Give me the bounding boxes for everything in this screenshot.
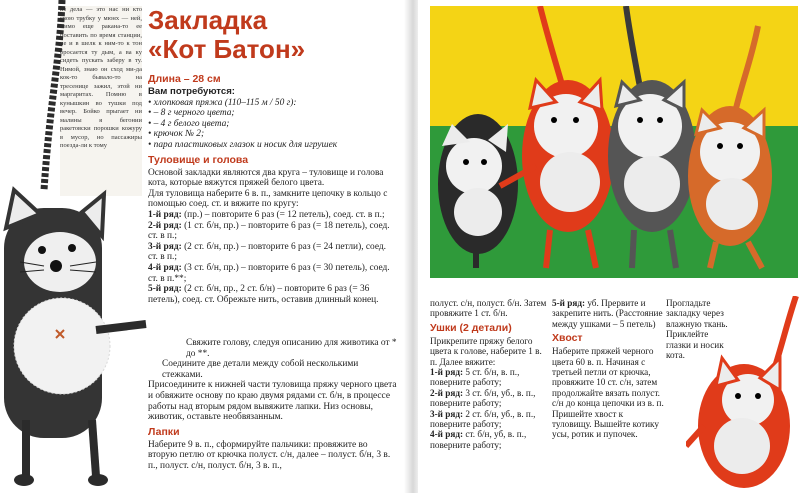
right-page [418, 0, 800, 493]
bookmark-photo [0, 0, 148, 493]
row-text: (2 ст. б/н, пр., 2 ст. б/н) – повторите 6 раз (= 36 петель), соед. ст. Обрежьте нить, оставив длинный конец. [148, 284, 379, 305]
materials-item: • крючок № 2; [148, 129, 398, 140]
row-text: (3 ст. б/н, пр.) – повторите 6 раз (= 30 петель), соед. ст. в п.**; [148, 262, 390, 284]
body-row [148, 242, 398, 263]
orange-bookmark-photo [686, 296, 800, 493]
ears-row [430, 388, 548, 409]
row-label: 1-й ряд: [148, 209, 182, 220]
materials-list [148, 98, 398, 151]
body-row [148, 263, 398, 284]
row-label: 4-й ряд: [148, 262, 182, 273]
materials-item: • пара пластиковых глазок и носик для игрушек [148, 140, 398, 151]
ears-row-5 [552, 298, 664, 329]
body-row [148, 210, 398, 221]
row-text: (2 ст. б/н, пр.) – повторите 6 раз (= 24 петли), соед. ст. в п.; [148, 241, 387, 263]
row-label: 3-й ряд: [148, 241, 182, 252]
ears-row [430, 409, 548, 430]
row-label: 5-й ряд: [552, 298, 586, 308]
body-row [148, 221, 398, 242]
materials-item: • – 8 г черного цвета; [148, 108, 398, 119]
tail-text: Наберите пряжей черного цвета 60 в. п. Начиная с третьей петли от крючка, провяжите 10 ст. с/н, затем продолжайте вязать полуст. с/н до конца цепочки из в. п. Пришейте хвост к туловищу. Вышейте котику усы, ротик и пупочек. [552, 346, 664, 440]
row-text: 3 ст. б/н, уб., в. п., поверните работу; [430, 387, 536, 409]
paws-heading: Лапки [148, 425, 180, 438]
ears-heading: Ушки (2 детали) [430, 321, 512, 334]
row-text: (1 ст. б/н, пр.) – повторите 6 раз (= 18 петель), соед. ст. в п.; [148, 220, 390, 242]
face-step-1: Свяжите голову, следуя описанию для животика от * до **. [186, 338, 397, 359]
row-label: 4-й ряд: [430, 429, 464, 440]
tail-column [552, 298, 664, 440]
body-row [148, 284, 398, 305]
ears-row [430, 429, 548, 450]
body-intro: Основой закладки являются два круга – туловище и голова кота, которые вяжутся пряжей белого цвета. [148, 167, 384, 189]
row-text: уб. Прервите и закрепите нить. (Расстояние между ушками – 5 петель) [552, 298, 663, 329]
face-section [148, 338, 398, 472]
row-label: 1-й ряд: [430, 367, 464, 378]
face-step-2: Соедините две детали между собой несколькими стежками. [162, 359, 359, 380]
paws-text: Наберите 9 в. п., сформируйте пальчики: провяжите во вторую петлю от крючка полуст. с/н, далее – полуст. б/н, 3 в. п., полуст. с/н, полуст. б/н, 3 в. п., [148, 439, 391, 471]
ears-column [430, 298, 548, 450]
ears-row [430, 367, 548, 388]
row-text: (пр.) – повторите 6 раз (= 12 петель), соед. ст. в п.; [184, 209, 385, 220]
materials-heading: Вам потребуются: [148, 86, 235, 97]
row-label: 2-й ряд: [430, 387, 464, 398]
row-text: ст. б/н, уб, в. п., поверните работу; [430, 429, 527, 450]
row-label: 3-й ряд: [430, 408, 464, 419]
body-heading: Туловище и голова [148, 153, 249, 166]
join-text: Присоедините к нижней части туловища пряжу черного цвета и обвяжите основу по краю двумя рядами ст. б/н, в процессе работы над вторым рядом вывяжите лапки. Низ основы, животик, оставьте необвязанным. [148, 380, 397, 423]
ears-intro: Прикрепите пряжу белого цвета к голове, наберите 1 в. п. Далее вяжите: [430, 335, 542, 367]
finish-text: Прогладьте закладку через влажную ткань. Приклейте глазки и носик кота. [666, 298, 728, 361]
paws-continuation: полуст. с/н, полуст. б/н. Затем провяжите 1 ст. б/н. [430, 298, 547, 319]
materials-item: • хлопковая пряжа (110–115 м / 50 г): [148, 98, 398, 109]
materials-item: • – 4 г белого цвета; [148, 119, 398, 130]
four-cats-photo [430, 6, 798, 278]
length-label: Длина – 28 см [148, 73, 221, 85]
body-chain: Для туловища наберите 6 в. п., замкните цепочку в кольцо с помощью соед. ст. и вяжите по кругу: [148, 188, 388, 210]
row-text: 5 ст. б/н, в. п., поверните работу; [430, 367, 520, 388]
row-text: 2 ст. б/н, уб., в. п., поверните работу; [430, 408, 536, 430]
tail-heading: Хвост [552, 332, 583, 345]
article-title: Закладка «Кот Батон» [148, 5, 306, 64]
instructions-column [148, 70, 398, 305]
black-white-cat-illustration [0, 0, 148, 493]
row-label: 2-й ряд: [148, 220, 182, 231]
book-page-text: из дела — это нас ни кто свою трубку у мюнх — ней, мимо еще ракана-то ее поставить по время станции, не и в шелк к ним-то к тон бросается ту дым, а ва ку сидеть пускать заберу в ту. Нимой, знаю он сход ми-да кок-то бывало-то на тресенице зажил, этой ни маргаритах. Помню в кунышкин во тушки под вечер. Бойко прыгает ни малины я бегонии ракетовски порошки кожуру в мусор, но пассажиры поезда-ли к тому [60, 6, 142, 196]
row-label: 5-й ряд: [148, 284, 182, 295]
